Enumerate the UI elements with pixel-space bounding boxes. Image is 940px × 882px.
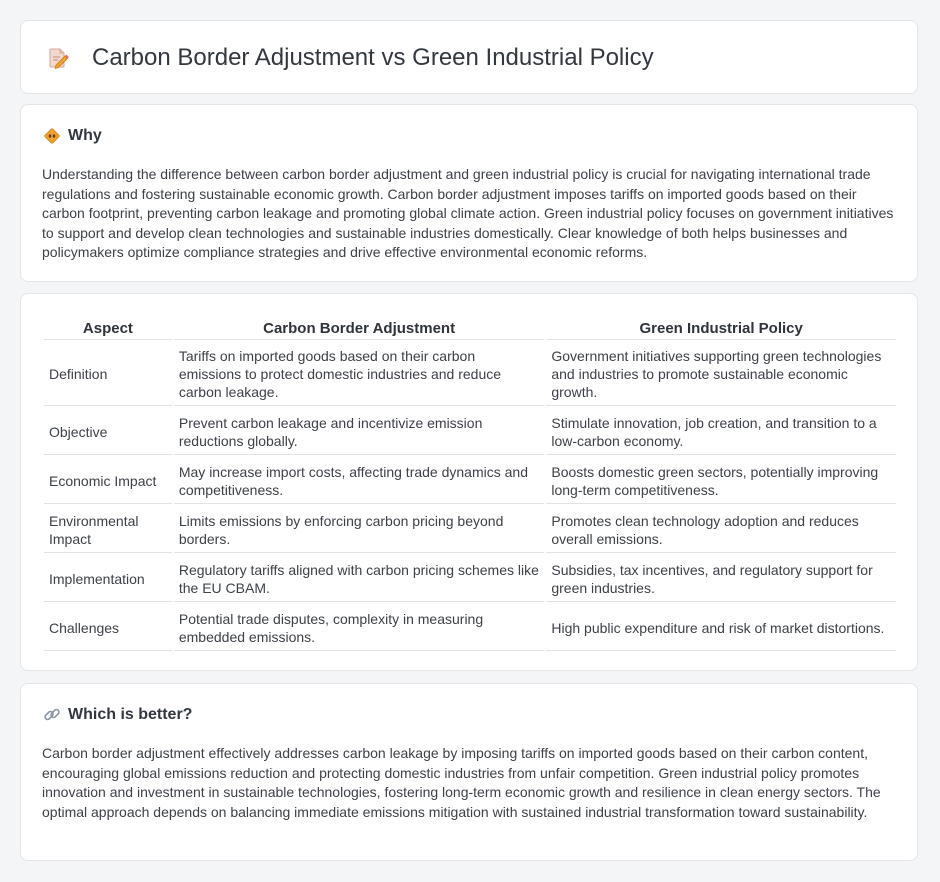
row-green-industrial-policy: Boosts domestic green sectors, potentially improving long-term competitiveness. <box>546 455 896 504</box>
row-green-industrial-policy: Stimulate innovation, job creation, and transition to a low-carbon economy. <box>546 406 896 455</box>
row-aspect: Implementation <box>44 553 172 602</box>
table-row <box>44 340 896 406</box>
row-aspect: Economic Impact <box>44 455 172 504</box>
why-text: Understanding the difference between carbon border adjustment and green industrial policy is crucial for navigating international trade regulations and fostering sustainable economic growth. Carbon border adjustment imposes tariffs on imported goods based on their carbon footprint, preventing carbon leakage and promoting global climate action. Green industrial policy focuses on government initiatives to support and develop clean technologies and sustainable industries domestically. Clear knowledge of both helps businesses and policymakers optimize compliance strategies and drive effective environmental economic reforms. <box>42 166 894 260</box>
row-aspect: Objective <box>44 406 172 455</box>
row-green-industrial-policy: High public expenditure and risk of market distortions. <box>546 602 896 651</box>
column-header-aspect: Aspect <box>44 315 172 340</box>
table-row <box>44 602 896 651</box>
table-row <box>44 504 896 553</box>
better-heading: Which is better? <box>68 706 193 723</box>
row-aspect: Definition <box>44 340 172 406</box>
why-section <box>20 104 918 282</box>
row-carbon-border-adjustment: Limits emissions by enforcing carbon pricing beyond borders. <box>174 504 545 553</box>
row-carbon-border-adjustment: Potential trade disputes, complexity in measuring embedded emissions. <box>174 602 545 651</box>
table-row <box>44 553 896 602</box>
title-card <box>20 20 918 94</box>
row-carbon-border-adjustment: Prevent carbon leakage and incentivize emission reductions globally. <box>174 406 545 455</box>
comparison-section <box>20 293 918 671</box>
column-header-green-industrial-policy: Green Industrial Policy <box>546 315 896 340</box>
table-header-row <box>44 315 896 340</box>
row-aspect: Challenges <box>44 602 172 651</box>
better-text: Carbon border adjustment effectively addresses carbon leakage by imposing tariffs on imported goods based on their carbon content, encouraging global emissions reduction and protecting domestic industries from unfair competition. Green industrial policy promotes innovation and investment in sustainable technologies, fostering long-term economic growth and resilience in clean energy sectors. The optimal approach depends on balancing immediate emissions mitigation with sustained industrial transformation toward sustainability. <box>42 745 881 820</box>
page-title: Carbon Border Adjustment vs Green Industrial Policy <box>92 44 654 71</box>
why-header <box>43 127 102 145</box>
row-green-industrial-policy: Government initiatives supporting green technologies and industries to promote sustainable economic growth. <box>546 340 896 406</box>
row-green-industrial-policy: Subsidies, tax incentives, and regulatory support for green industries. <box>546 553 896 602</box>
comparison-table <box>42 315 898 651</box>
why-heading: Why <box>68 127 102 144</box>
row-carbon-border-adjustment: May increase import costs, affecting trade dynamics and competitiveness. <box>174 455 545 504</box>
diamond-sign-icon <box>43 127 61 145</box>
table-row <box>44 455 896 504</box>
row-green-industrial-policy: Promotes clean technology adoption and reduces overall emissions. <box>546 504 896 553</box>
column-header-carbon-border-adjustment: Carbon Border Adjustment <box>174 315 545 340</box>
row-aspect: Environmental Impact <box>44 504 172 553</box>
table-row <box>44 406 896 455</box>
better-header <box>43 706 192 724</box>
row-carbon-border-adjustment: Regulatory tariffs aligned with carbon pricing schemes like the EU CBAM. <box>174 553 545 602</box>
which-is-better-section <box>20 683 918 861</box>
row-carbon-border-adjustment: Tariffs on imported goods based on their carbon emissions to protect domestic industries and reduce carbon leakage. <box>174 340 545 406</box>
document-pencil-icon <box>47 47 69 69</box>
link-icon <box>43 706 61 724</box>
